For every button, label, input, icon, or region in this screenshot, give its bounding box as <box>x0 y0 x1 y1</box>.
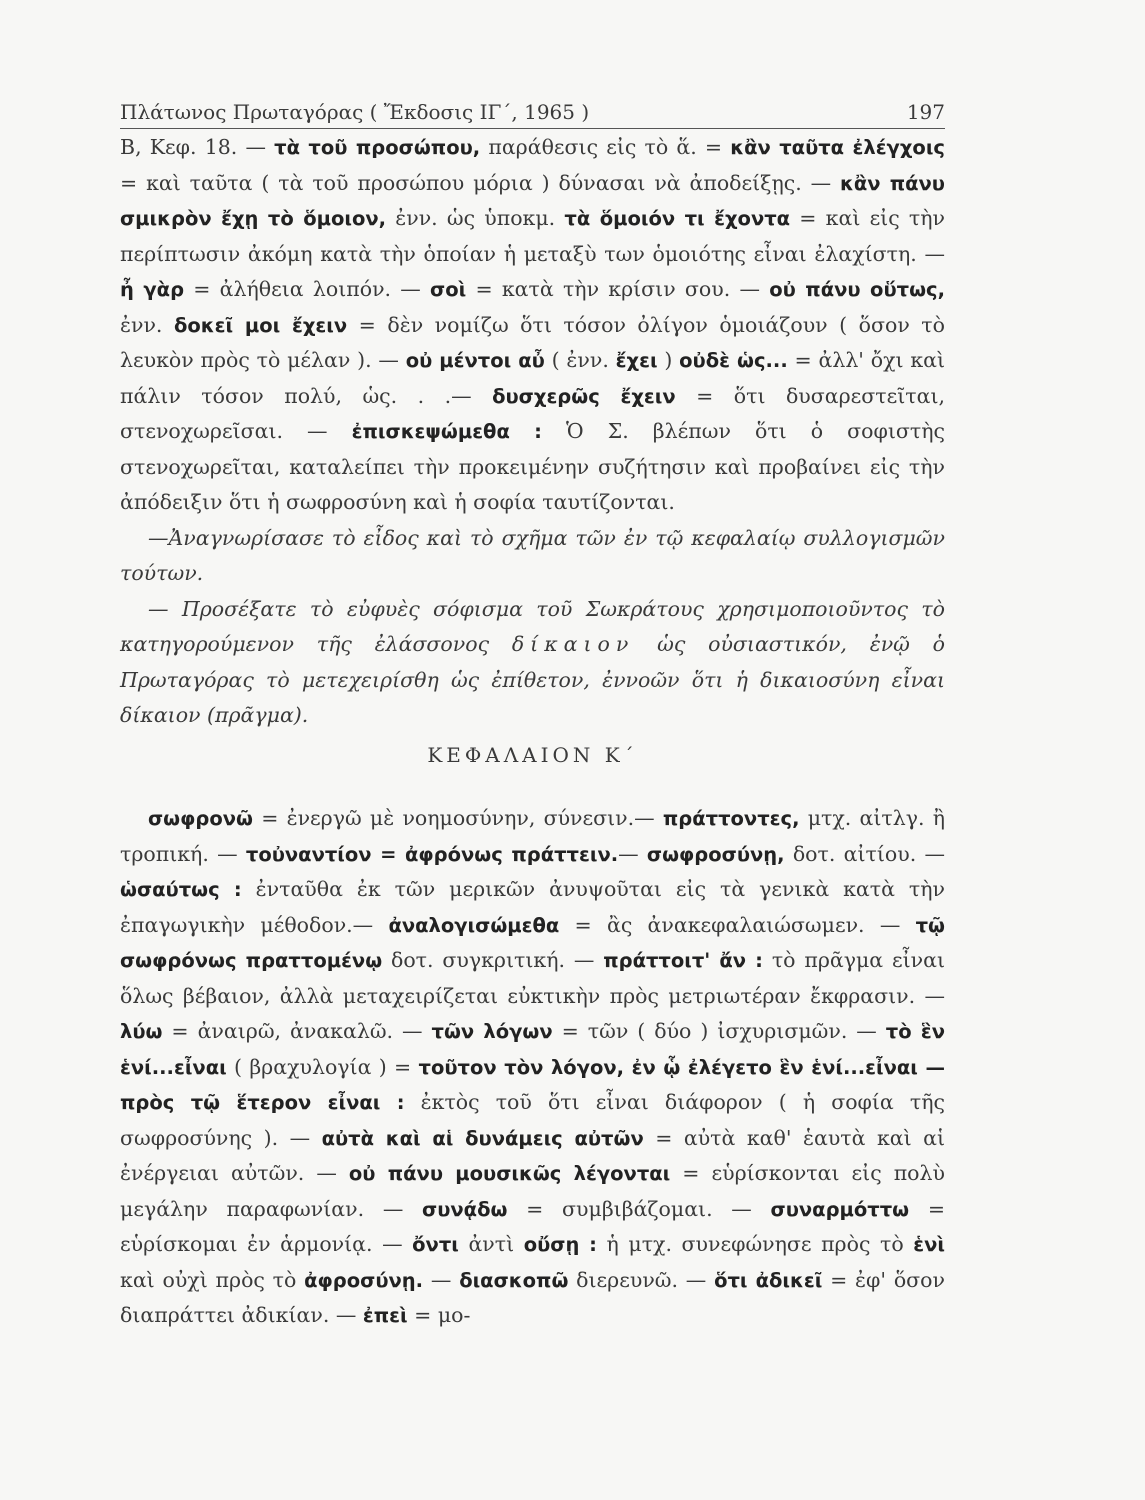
lemma-bold: ἀναλογισώμεθα <box>388 913 560 937</box>
gloss-text: μτχ. αἰτλγ. ἢ τροπική. — <box>120 806 945 866</box>
lemma-bold: ἐπεὶ <box>362 1304 408 1327</box>
lemma-bold: διασκοπῶ <box>459 1268 569 1292</box>
gloss-text: ἐκτὸς τοῦ ὅτι εἶναι διάφορον ( ἡ σοφία τῆς σωφροσύνης ). — <box>120 1090 945 1150</box>
lemma-bold: αὐτὰ καὶ αἱ δυνάμεις αὐτῶν <box>321 1126 644 1150</box>
header-title: Πλάτωνος Πρωταγόρας ( Ἔκδοσις ΙΓ΄, 1965 ) <box>120 100 590 124</box>
lemma-bold: κἂν ταῦτα ἐλέγχοις <box>730 136 945 159</box>
gloss-text: δοτ. αἰτίου. — <box>784 841 945 866</box>
question-2-text-a: — Προσέξατε τὸ εὐφυὲς σόφισμα τοῦ Σωκράτους χρησιμοποιοῦντος τὸ κατηγορούμενον τῆς ἐλάσσονος <box>120 596 945 656</box>
lemma-bold: συνᾴδω <box>422 1197 508 1221</box>
lemma-bold: ἔχει <box>615 349 658 372</box>
lemma-bold: οὔσῃ : <box>523 1233 597 1256</box>
lemma-bold: ἑνὶ <box>913 1233 945 1256</box>
lemma-bold: σωφροσύνῃ, <box>646 842 785 866</box>
gloss-text: = κατὰ τὴν κρίσιν σου. — <box>466 277 770 301</box>
question-2-text-b: ὡς οὐσιαστικόν, ἐνῷ ὁ Πρωταγόρας τὸ μετεχειρίσθη ὡς ἐπίθετον, ἐννοῶν ὅτι ἡ δικαιοσύνη εἶναι δίκαιον (πρᾶγμα). <box>120 632 945 727</box>
lemma-bold: πράττοιτ' ἄν : <box>603 949 763 972</box>
gloss-text: = ἀλλ' ὄχι καὶ πάλιν τόσον πολύ, ὡς. . .— <box>120 348 946 408</box>
lemma-bold: σοὶ <box>430 278 467 301</box>
lemma-bold: σωφρονῶ <box>148 807 253 830</box>
gloss-text: δοτ. συγκριτική. — <box>382 948 604 972</box>
chapter-heading: ΚΕΦΑΛΑΙΟΝ Κ΄ <box>427 742 638 767</box>
question-paragraph-1: —Ἀναγνωρίσασε τὸ εἶδος καὶ τὸ σχῆμα τῶν ἐν τῷ κεφαλαίῳ συλλογισμῶν τούτων. <box>120 525 945 585</box>
gloss-text: = εὑρίσκομαι ἐν ἁρμονίᾳ. — <box>120 1196 946 1256</box>
gloss-text: ἡ μτχ. συνεφώνησε πρὸς τὸ <box>596 1232 914 1256</box>
gloss-text: = εὑρίσκονται εἰς πολὺ μεγάλην παραφωνίαν. — <box>120 1161 945 1221</box>
lemma-bold: ὄντι <box>412 1233 459 1256</box>
lemma-bold: κἂν πάνυ σμικρὸν ἔχῃ τὸ ὅμοιον, <box>120 171 945 230</box>
gloss-text: = ἂς ἀνακεφαλαιώσωμεν. — <box>559 912 916 937</box>
gloss-text: = ἀλήθεια λοιπόν. — <box>184 277 431 301</box>
lemma-bold: τοῦτον τὸν λόγον, ἐν ᾧ ἐλέγετο ἓν ἑνί...εἶναι — πρὸς τῷ ἕτερον εἶναι : <box>120 1055 945 1114</box>
gloss-text: = συμβιβάζομαι. — <box>507 1196 771 1221</box>
gloss-text: = ἐνεργῶ μὲ νοημοσύνην, σύνεσιν.— <box>252 806 663 830</box>
lemma-bold: οὐ πάνυ οὕτως, <box>769 278 945 301</box>
lemma-bold: τὸ ἓν ἑνί...εἶναι <box>120 1020 945 1079</box>
lemma-bold: συναρμόττω <box>770 1197 910 1221</box>
gloss-text: ἐνταῦθα ἐκ τῶν μερικῶν ἀνυψοῦται εἰς τὰ γενικὰ κατὰ τὴν ἐπαγωγικὴν μέθοδον.— <box>120 877 945 937</box>
gloss-text: = τῶν ( δύο ) ἰσχυρισμῶν. — <box>552 1019 886 1043</box>
lemma-bold: δοκεῖ μοι ἔχειν <box>173 313 348 337</box>
lemma-bold: ὡσαύτως : <box>120 878 242 901</box>
lemma-bold: τοὐναντίον = ἀφρόνως πράττειν. <box>245 842 619 866</box>
gloss-text: = αὐτὰ καθ' ἑαυτὰ καὶ αἱ ἐνέργειαι αὐτῶν. — <box>120 1125 946 1185</box>
lemma-bold: ὅτι ἀδικεῖ <box>714 1268 823 1292</box>
lemma-bold: τὰ ὅμοιόν τι ἔχοντα <box>564 207 791 230</box>
gloss-text: ( ἐνν. <box>544 348 616 372</box>
gloss-text: — <box>423 1267 460 1292</box>
gloss-text: — <box>618 841 647 866</box>
gloss-text: Ὁ Σ. βλέπων ὅτι ὁ σοφιστὴς στενοχωρεῖται, καταλείπει τὴν προκειμένην συζήτησιν καὶ προβαίνει εἰς τὴν ἀπόδειξιν ὅτι ἡ σωφροσύνη καὶ ἡ σοφία ταυτίζονται. <box>120 419 945 514</box>
gloss-text: ἀντὶ <box>458 1232 524 1256</box>
lemma-bold: δυσχερῶς ἔχειν <box>492 384 676 408</box>
lemma-bold: οὐδὲ ὡς... <box>679 349 788 372</box>
gloss-text: = δὲν νομίζω ὅτι τόσον ὀλίγον ὁμοιάζουν ( ὅσον τὸ λευκὸν πρὸς τὸ μέλαν ). — <box>120 312 945 372</box>
gloss-text: ) <box>657 348 680 372</box>
commentary-paragraph-2 <box>120 801 945 1334</box>
lemma-bold: ἀφροσύνῃ. <box>304 1268 424 1292</box>
gloss-text: = ὅτι δυσαρεστεῖται, στενοχωρεῖσαι. — <box>120 383 946 443</box>
lemma-bold: τῶν λόγων <box>431 1020 553 1043</box>
lemma-bold: τῷ σωφρόνως πραττομένῳ <box>120 913 945 972</box>
question-paragraph-2 <box>120 592 945 734</box>
gloss-text: = ἐφ' ὅσον διαπράττει ἀδικίαν. — <box>120 1267 945 1327</box>
page-body <box>120 130 945 1334</box>
lemma-bold: ἐπισκεψώμεθα : <box>351 420 542 443</box>
gloss-text: ἐνν. <box>120 312 174 337</box>
gloss-text: τὸ πρᾶγμα εἶναι ὅλως βέβαιον, ἀλλὰ μεταχειρίζεται εὐκτικὴν πρὸς μετριωτέραν ἔκφρασιν. — <box>120 948 945 1008</box>
gloss-text: Β, Κεφ. 18. — <box>120 135 275 159</box>
lemma-bold: τὰ τοῦ προσώπου, <box>274 136 481 159</box>
gloss-text: ( βραχυλογία ) = <box>226 1054 419 1079</box>
gloss-text: διερευνῶ. — <box>568 1267 715 1292</box>
lemma-bold: πράττοντες, <box>662 807 800 830</box>
running-header <box>120 88 945 129</box>
gloss-text: ἐνν. ὡς ὑποκμ. <box>386 206 565 230</box>
gloss-text: καὶ οὐχὶ πρὸς τὸ <box>120 1267 305 1292</box>
gloss-text: = ἀναιρῶ, ἀνακαλῶ. — <box>162 1019 432 1043</box>
gloss-text: = καὶ ταῦτα ( τὰ τοῦ προσώπου μόρια ) δύνασαι νὰ ἀποδείξῃς. — <box>120 170 841 195</box>
commentary-paragraph-1 <box>120 130 945 521</box>
gloss-text: = μο- <box>407 1303 471 1327</box>
lemma-bold: οὐ μέντοι αὖ <box>405 349 545 372</box>
lemma-bold: οὐ πάνυ μουσικῶς λέγονται <box>348 1162 671 1185</box>
page-number: 197 <box>906 100 945 124</box>
spaced-word: δίκαιον <box>511 632 635 656</box>
lemma-bold: ἦ γὰρ <box>120 278 185 301</box>
lemma-bold: λύω <box>120 1020 163 1043</box>
gloss-text: = καὶ εἰς τὴν περίπτωσιν ἀκόμη κατὰ τὴν ὁποίαν ἡ μεταξὺ των ὁμοιότης εἶναι ἐλαχίστη. — <box>120 206 945 266</box>
gloss-text: παράθεσις εἰς τὸ ἅ. = <box>480 135 731 159</box>
